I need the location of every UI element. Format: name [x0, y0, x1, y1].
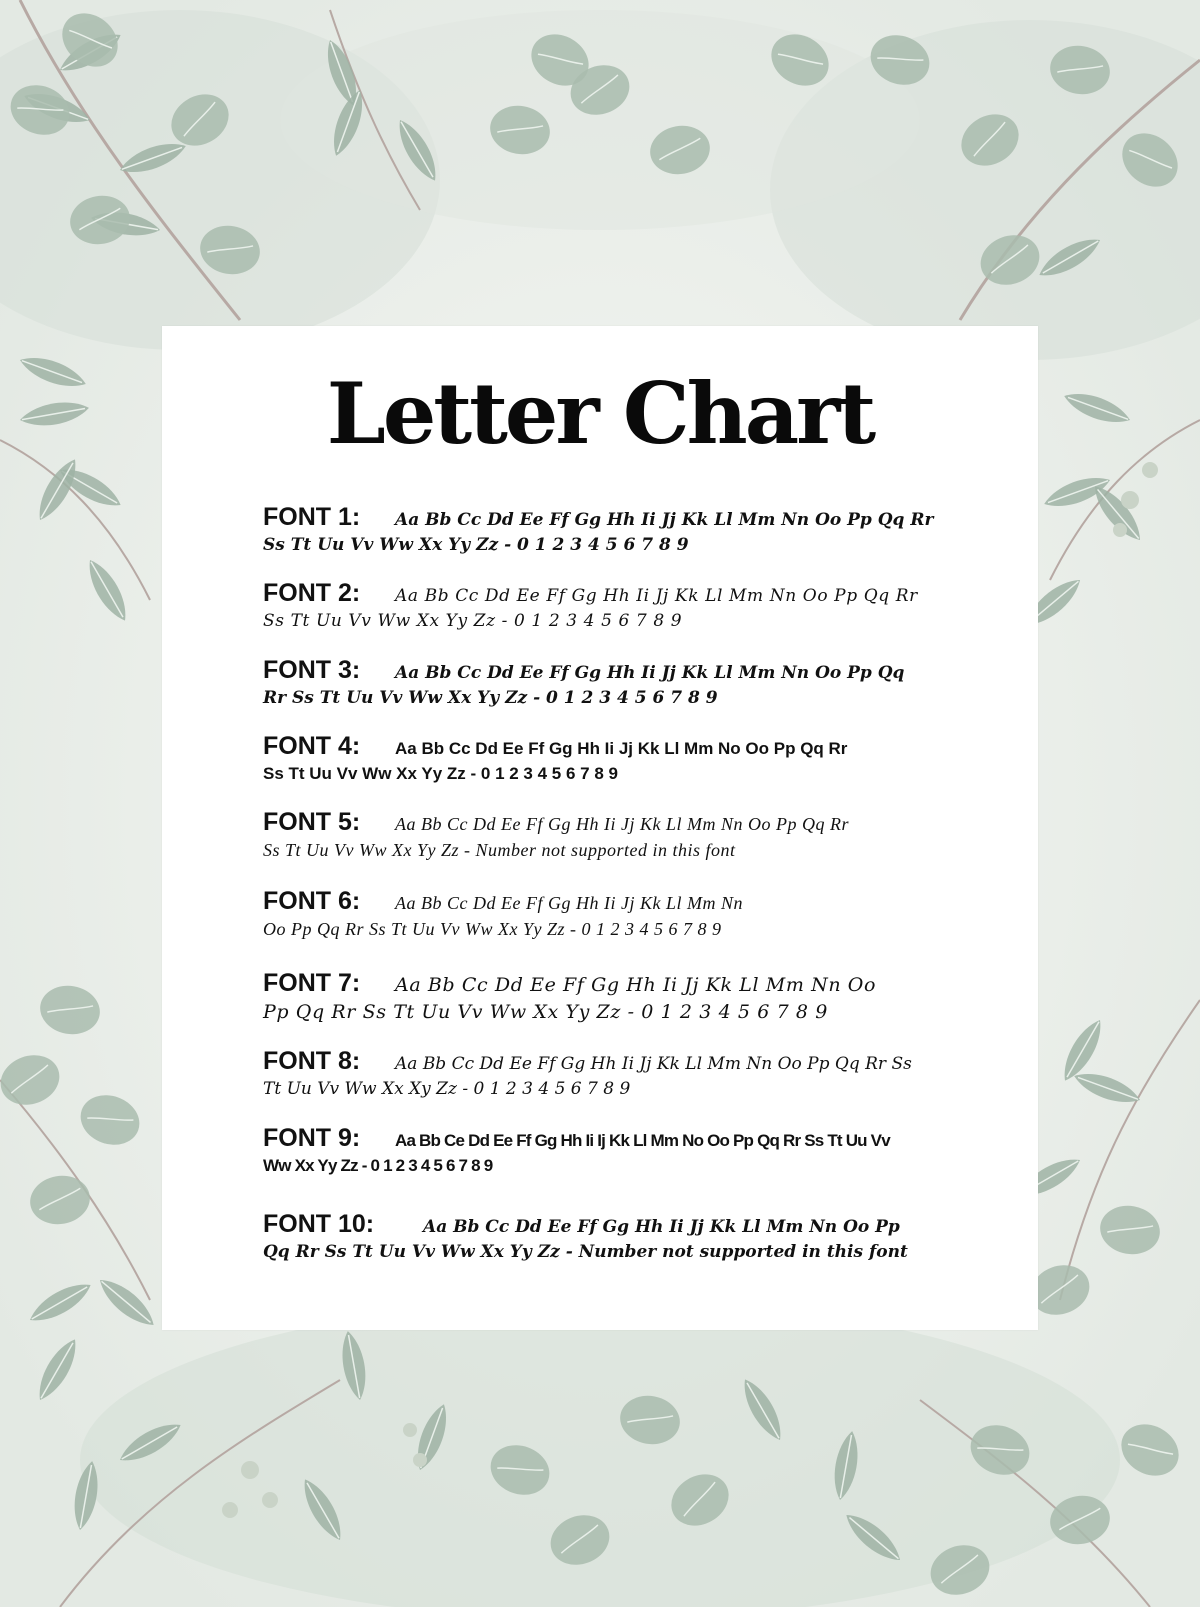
font-sample-line1: Aa Bb Cc Dd Ee Ff Gg Hh Ii Jj Kk Ll Mm Nn Oo Pp Qq Rr: [395, 586, 918, 606]
font-sample-line2: Ss Tt Uu Vv Ww Xx Yy Zz - 0 1 2 3 4 5 6 7 8 9: [263, 764, 618, 783]
font-label: FONT 6:: [263, 887, 361, 915]
font-entry-7: [263, 969, 963, 1023]
font-sample-line1: Aa Bb Cc Dd Ee Ff Gg Hh Ii Jj Kk Ll Mm Nn Oo Pp: [423, 1217, 900, 1237]
font-label: FONT 1:: [263, 503, 361, 531]
font-sample-line1: Aa Bb Cc Dd Ee Ff Gg Hh Ii Jj Kk Ll Mm Nn Oo Pp Qq Rr: [395, 510, 934, 530]
font-label: FONT 9:: [263, 1124, 361, 1152]
font-sample-line2: Rr Ss Tt Uu Vv Ww Xx Yy Zz - 0 1 2 3 4 5 6 7 8 9: [263, 688, 718, 708]
font-entry-10: [263, 1210, 963, 1262]
font-entry-8: [263, 1047, 963, 1099]
font-sample-line1: Aa Bb Cc Dd Ee Ff Gg Hh Ii Jj Kk Ll Mm Nn Oo Pp Qq Rr: [395, 814, 849, 834]
font-sample-line2: Tt Uu Vv Ww Xx Xy Zz - 0 1 2 3 4 5 6 7 8 9: [263, 1079, 631, 1099]
font-sample-line2: Ss Tt Uu Vv Ww Xx Yy Zz - 0 1 2 3 4 5 6 7 8 9: [263, 611, 683, 631]
font-sample-line1: Aa Bb Cc Dd Ee Ff Gg Hh Ii Jj Kk Ll Mm Nn Oo: [395, 974, 877, 996]
font-label: FONT 3:: [263, 656, 361, 684]
font-sample-line2: Ww Xx Yy Zz - 0 1 2 3 4 5 6 7 8 9: [263, 1156, 493, 1175]
font-label: FONT 7:: [263, 969, 361, 997]
font-sample-line2: Oo Pp Qq Rr Ss Tt Uu Vv Ww Xx Yy Zz - 0 1 2 3 4 5 6 7 8 9: [263, 919, 722, 939]
font-sample-line2: Pp Qq Rr Ss Tt Uu Vv Ww Xx Yy Zz - 0 1 2 3 4 5 6 7 8 9: [263, 1001, 828, 1023]
font-label: FONT 5:: [263, 808, 361, 836]
font-label: FONT 10:: [263, 1210, 375, 1238]
font-sample-line1: Aa Bb Cc Dd Ee Ff Gg Hh Ii Jj Kk Ll Mm Nn Oo Pp Qq: [395, 663, 905, 683]
font-label: FONT 4:: [263, 732, 361, 760]
letter-chart-card: [162, 326, 1038, 1330]
page-title: Letter Chart: [326, 364, 874, 463]
font-sample-line1: Aa Bb Cc Dd Ee Ff Gg Hh Ii Jj Kk Ll Mm Nn: [395, 893, 743, 913]
font-entry-2: [263, 579, 963, 631]
font-label: FONT 2:: [263, 579, 361, 607]
font-entry-6: [263, 887, 963, 940]
font-entry-4: [263, 732, 963, 784]
font-sample-line2: Ss Tt Uu Vv Ww Xx Yy Zz - Number not supported in this font: [263, 840, 736, 860]
font-sample-line2: Ss Tt Uu Vv Ww Xx Yy Zz - 0 1 2 3 4 5 6 7 8 9: [263, 535, 689, 555]
font-entry-3: [263, 656, 963, 708]
font-entry-5: [263, 808, 963, 861]
font-sample-line2: Qq Rr Ss Tt Uu Vv Ww Xx Yy Zz - Number not supported in this font: [263, 1242, 908, 1262]
font-entry-9: [263, 1124, 963, 1176]
font-entry-1: [263, 503, 963, 555]
font-sample-line1: Aa Bb Cc Dd Ee Ff Gg Hh Ii Jj Kk Ll Mm Nn Oo Pp Qq Rr Ss: [395, 1054, 912, 1074]
font-label: FONT 8:: [263, 1047, 361, 1075]
font-sample-line1: Aa Bb Cc Dd Ee Ff Gg Hh Ii Jj Kk Ll Mm No Oo Pp Qq Rr: [395, 739, 848, 758]
font-sample-line1: Aa Bb Ce Dd Ee Ff Gg Hh Ii Ij Kk Ll Mm No Oo Pp Qq Rr Ss Tt Uu Vv: [395, 1131, 890, 1150]
